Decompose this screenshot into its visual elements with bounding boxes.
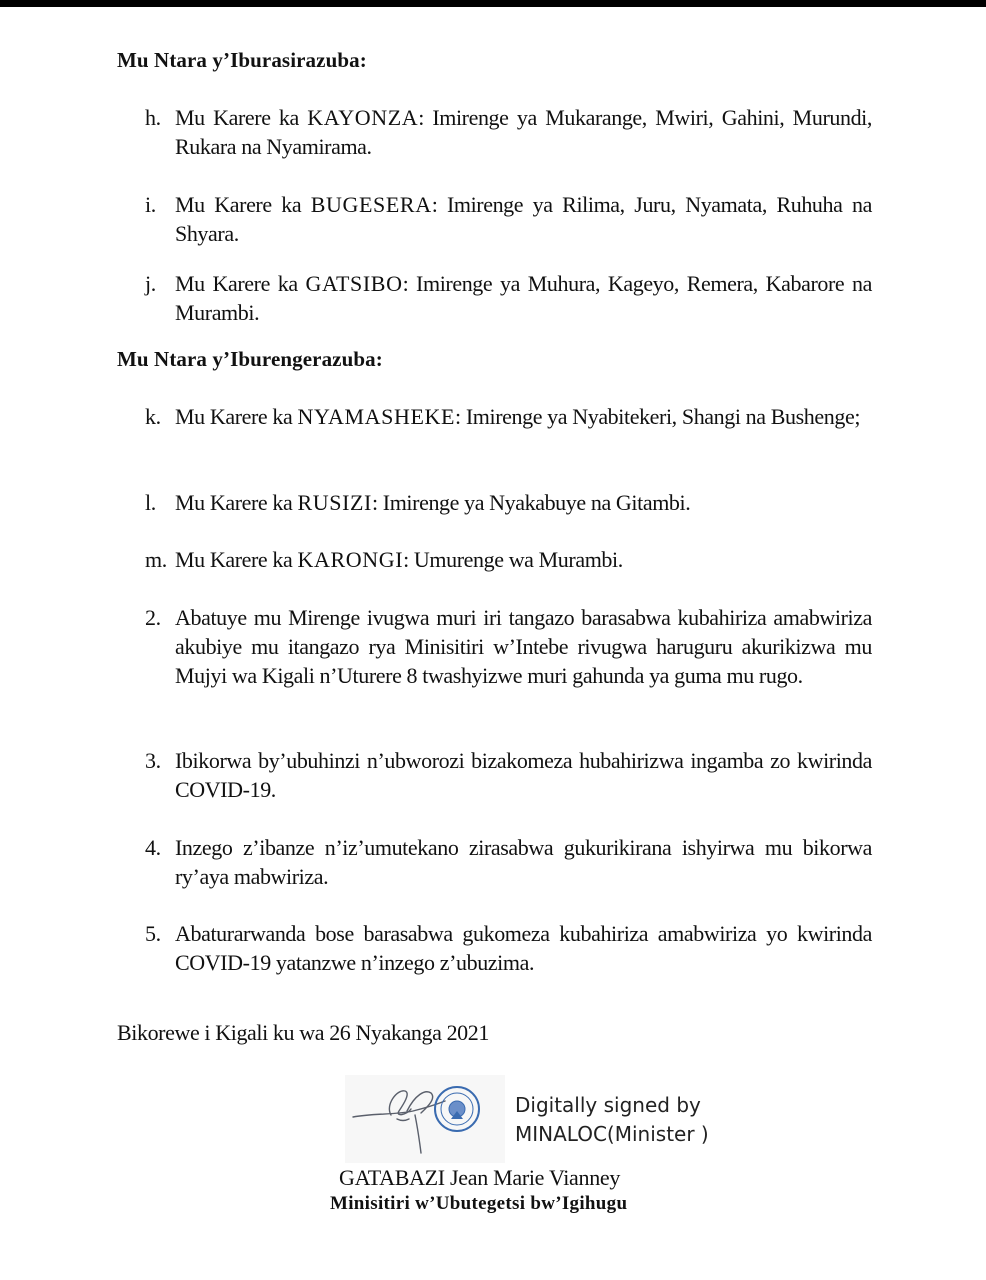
district-name: KAYONZA: [307, 105, 419, 130]
signer-name: GATABAZI Jean Marie Vianney: [339, 1165, 621, 1190]
digital-sign-line-1: Digitally signed by: [515, 1093, 701, 1117]
item-prefix: Mu Karere ka: [175, 192, 302, 217]
list-item-k: [145, 402, 872, 431]
numbered-point-3: [145, 746, 872, 804]
item-text: : Imirenge ya Nyakabuye na Gitambi.: [371, 490, 691, 515]
numbered-point-2: [145, 603, 872, 690]
item-marker: m.: [145, 547, 167, 572]
item-marker: h.: [145, 105, 161, 130]
closing-line: [117, 1020, 489, 1046]
signer-title: Minisitiri w’Ubutegetsi bw’Igihugu: [330, 1193, 628, 1214]
list-item-j: [145, 269, 872, 327]
point-marker: 3.: [145, 748, 161, 773]
point-text: Inzego z’ibanze n’iz’umutekano zirasabwa gukurikirana ishyirwa mu bikorwa ry’aya mabwiriza.: [175, 835, 872, 889]
item-marker: l.: [145, 490, 156, 515]
point-marker: 5.: [145, 921, 161, 946]
item-text: : Imirenge ya Nyabitekeri, Shangi na Bushenge;: [455, 404, 861, 429]
item-prefix: Mu Karere ka: [175, 271, 298, 296]
item-prefix: Mu Karere ka: [175, 105, 299, 130]
district-name: BUGESERA: [310, 192, 432, 217]
point-text: Abatuye mu Mirenge ivugwa muri iri tangazo barasabwa kubahiriza amabwiriza akubiye mu itangazo rya Minisitiri w’Intebe rivugwa haruguru akurikizwa mu Mujyi wa Kigali n’Uturere 8 twashyizwe muri gahunda ya guma mu rugo.: [175, 605, 872, 688]
item-text: : Imirenge ya Muhura, Kageyo, Remera, Kabarore na Murambi.: [175, 271, 872, 325]
list-item-i: [145, 190, 872, 248]
point-text: Abaturarwanda bose barasabwa gukomeza kubahiriza amabwiriza yo kwirinda COVID-19 yatanzwe n’inzego z’ubuzima.: [175, 921, 872, 975]
point-marker: 4.: [145, 835, 161, 860]
item-marker: k.: [145, 404, 161, 429]
item-marker: j.: [145, 271, 156, 296]
item-text: : Umurenge wa Murambi.: [403, 547, 623, 572]
list-item-l: [145, 488, 872, 517]
item-prefix: Mu Karere ka: [175, 547, 293, 572]
item-text: : Imirenge ya Mukarange, Mwiri, Gahini, Murundi, Rukara na Nyamirama.: [175, 105, 872, 159]
closing-prefix: Bikorewe i Kigali ku wa: [117, 1020, 325, 1045]
point-marker: 2.: [145, 605, 161, 630]
district-name: KARONGI: [297, 547, 404, 572]
digital-signature-text: [515, 1091, 709, 1149]
point-text: Ibikorwa by’ubuhinzi n’ubworozi bizakomeza hubahirizwa ingamba zo kwirinda COVID-19.: [175, 748, 872, 802]
numbered-point-5: [145, 919, 872, 977]
section-heading-west: Mu Ntara y’Iburengerazuba:: [117, 347, 383, 371]
section-heading-east: Mu Ntara y’Iburasirazuba:: [117, 48, 367, 72]
item-marker: i.: [145, 192, 156, 217]
digital-sign-line-2: MINALOC(Minister ): [515, 1122, 709, 1146]
handwritten-signature: [345, 1075, 505, 1163]
signature-block: [345, 1075, 505, 1163]
item-prefix: Mu Karere ka: [175, 404, 293, 429]
district-name: NYAMASHEKE: [297, 404, 456, 429]
top-border: [0, 0, 986, 7]
item-prefix: Mu Karere ka: [175, 490, 293, 515]
list-item-h: [145, 103, 872, 161]
numbered-point-4: [145, 833, 872, 891]
list-item-m: [145, 545, 872, 574]
district-name: GATSIBO: [305, 271, 403, 296]
district-name: RUSIZI: [297, 490, 372, 515]
closing-date: 26 Nyakanga 2021: [329, 1020, 489, 1045]
item-text: : Imirenge ya Rilima, Juru, Nyamata, Ruhuha na Shyara.: [175, 192, 872, 246]
